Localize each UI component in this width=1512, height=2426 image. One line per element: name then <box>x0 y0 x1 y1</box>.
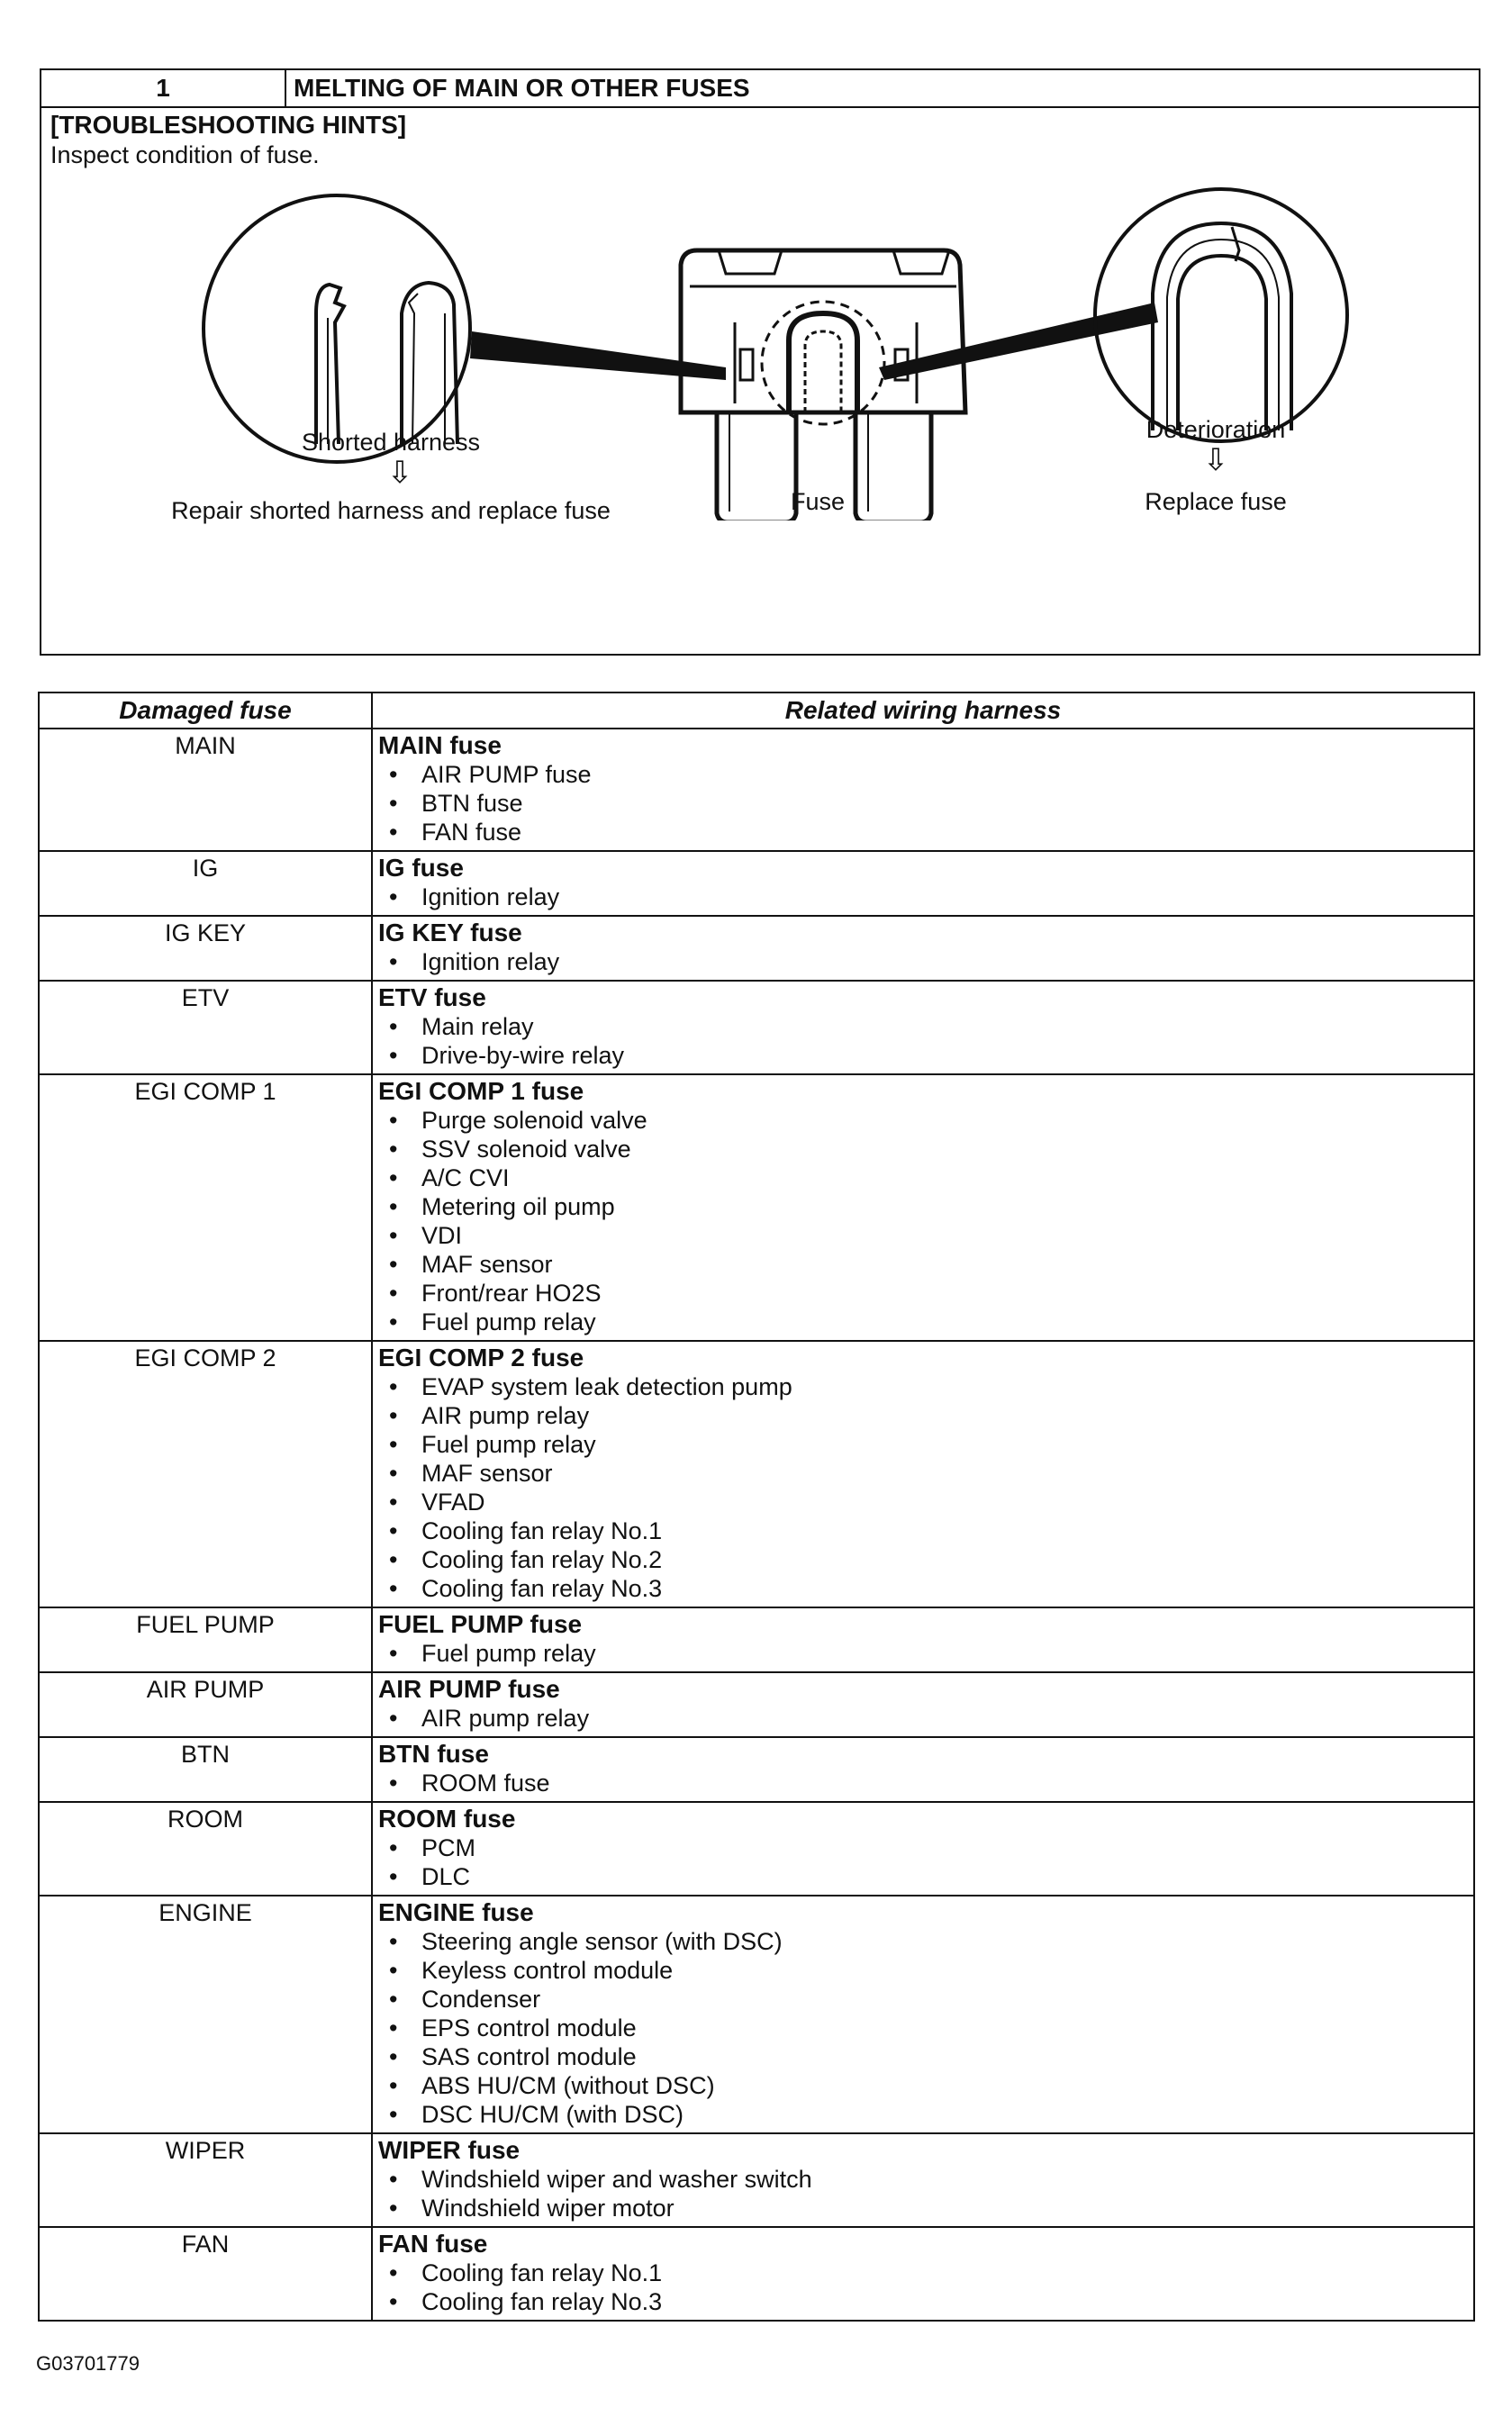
harness-fuse-title: ROOM fuse <box>378 1805 516 1833</box>
damaged-fuse-name: FUEL PUMP <box>39 1607 372 1672</box>
damaged-fuse-name: AIR PUMP <box>39 1672 372 1737</box>
table-row <box>39 729 1474 851</box>
harness-list <box>378 1927 1468 2129</box>
list-item: • EPS control module <box>421 2014 1468 2042</box>
list-item: • Drive-by-wire relay <box>421 1041 1468 1070</box>
list-item: • Cooling fan relay No.3 <box>421 1574 1468 1603</box>
related-harness-cell <box>372 2133 1474 2227</box>
fuse-diagram <box>41 187 1479 524</box>
list-item: • VDI <box>421 1221 1468 1250</box>
column-header-damaged-fuse: Damaged fuse <box>39 692 372 729</box>
harness-list <box>378 1704 1468 1733</box>
harness-fuse-title: ENGINE fuse <box>378 1898 534 1926</box>
fuse-illustration <box>41 187 1479 521</box>
harness-fuse-title: AIR PUMP fuse <box>378 1675 560 1703</box>
related-harness-cell <box>372 916 1474 981</box>
list-item: • MAF sensor <box>421 1250 1468 1279</box>
column-header-related-harness: Related wiring harness <box>372 692 1474 729</box>
hints-text: Inspect condition of fuse. <box>50 141 320 168</box>
shorted-harness-action: Repair shorted harness and replace fuse <box>171 497 611 524</box>
list-item: • AIR pump relay <box>421 1704 1468 1733</box>
left-pointer <box>470 331 726 380</box>
table-row <box>39 1074 1474 1341</box>
right-pointer <box>879 303 1158 380</box>
harness-list <box>378 2259 1468 2316</box>
related-harness-cell <box>372 1341 1474 1607</box>
harness-list <box>378 1012 1468 1070</box>
related-harness-cell <box>372 2227 1474 2321</box>
harness-fuse-title: EGI COMP 2 fuse <box>378 1344 584 1371</box>
list-item: • Cooling fan relay No.3 <box>421 2287 1468 2316</box>
hints-block <box>41 108 1479 171</box>
table-row <box>39 2133 1474 2227</box>
list-item: • Cooling fan relay No.1 <box>421 1516 1468 1545</box>
list-item: • ABS HU/CM (without DSC) <box>421 2071 1468 2100</box>
list-item: • Windshield wiper motor <box>421 2194 1468 2222</box>
harness-list <box>378 1833 1468 1891</box>
table-row <box>39 916 1474 981</box>
table-row <box>39 851 1474 916</box>
harness-fuse-title: BTN fuse <box>378 1740 489 1768</box>
list-item: • Condenser <box>421 1985 1468 2014</box>
list-item: • DSC HU/CM (with DSC) <box>421 2100 1468 2129</box>
list-item: • Windshield wiper and washer switch <box>421 2165 1468 2194</box>
list-item: • Cooling fan relay No.2 <box>421 1545 1468 1574</box>
harness-list <box>378 1106 1468 1336</box>
damaged-fuse-name: ENGINE <box>39 1896 372 2133</box>
shorted-harness-label: Shorted harness <box>301 429 481 456</box>
harness-list <box>378 1769 1468 1797</box>
table-body <box>39 729 1474 2321</box>
related-harness-cell <box>372 1672 1474 1737</box>
harness-list <box>378 2165 1468 2222</box>
related-harness-cell <box>372 981 1474 1074</box>
list-item: • BTN fuse <box>421 789 1468 818</box>
table-header-row <box>39 692 1474 729</box>
list-item: • Purge solenoid valve <box>421 1106 1468 1135</box>
list-item: • SAS control module <box>421 2042 1468 2071</box>
damaged-fuse-name: ETV <box>39 981 372 1074</box>
list-item: • A/C CVI <box>421 1163 1468 1192</box>
list-item: • Fuel pump relay <box>421 1308 1468 1336</box>
shorted-harness-magnifier <box>204 195 470 462</box>
damaged-fuse-name: EGI COMP 1 <box>39 1074 372 1341</box>
harness-list <box>378 947 1468 976</box>
table-row <box>39 2227 1474 2321</box>
deterioration-label: Deterioration <box>1145 416 1286 443</box>
harness-list <box>378 883 1468 911</box>
related-harness-cell <box>372 1896 1474 2133</box>
harness-fuse-title: FAN fuse <box>378 2230 488 2258</box>
harness-list <box>378 1639 1468 1668</box>
harness-fuse-title: MAIN fuse <box>378 731 502 759</box>
troubleshooting-box <box>40 68 1480 656</box>
section-number: 1 <box>41 70 286 106</box>
list-item: • Metering oil pump <box>421 1192 1468 1221</box>
section-title: MELTING OF MAIN OR OTHER FUSES <box>294 74 750 102</box>
harness-fuse-title: IG KEY fuse <box>378 919 522 946</box>
harness-list <box>378 1372 1468 1603</box>
list-item: • Cooling fan relay No.1 <box>421 2259 1468 2287</box>
harness-list <box>378 760 1468 846</box>
harness-fuse-title: WIPER fuse <box>378 2136 521 2164</box>
list-item: • Main relay <box>421 1012 1468 1041</box>
list-item: • Fuel pump relay <box>421 1639 1468 1668</box>
list-item: • Ignition relay <box>421 947 1468 976</box>
fuse-label: Fuse <box>790 488 846 515</box>
fuse-icon <box>681 250 965 521</box>
related-harness-cell <box>372 1074 1474 1341</box>
down-arrow-icon: ⇩ <box>386 456 413 490</box>
table-row <box>39 1802 1474 1896</box>
table-row <box>39 981 1474 1074</box>
list-item: • AIR pump relay <box>421 1401 1468 1430</box>
list-item: • FAN fuse <box>421 818 1468 846</box>
related-harness-cell <box>372 1607 1474 1672</box>
down-arrow-icon: ⇩ <box>1202 443 1229 477</box>
table-row <box>39 1896 1474 2133</box>
related-harness-cell <box>372 729 1474 851</box>
list-item: • Keyless control module <box>421 1956 1468 1985</box>
harness-fuse-title: FUEL PUMP fuse <box>378 1610 583 1638</box>
list-item: • EVAP system leak detection pump <box>421 1372 1468 1401</box>
list-item: • PCM <box>421 1833 1468 1862</box>
list-item: • AIR PUMP fuse <box>421 760 1468 789</box>
damaged-fuse-name: IG <box>39 851 372 916</box>
hints-heading: [TROUBLESHOOTING HINTS] <box>50 111 407 139</box>
figure-code: G03701779 <box>36 2352 140 2375</box>
table-row <box>39 1607 1474 1672</box>
list-item: • Fuel pump relay <box>421 1430 1468 1459</box>
harness-fuse-title: ETV fuse <box>378 983 486 1011</box>
damaged-fuse-name: EGI COMP 2 <box>39 1341 372 1607</box>
harness-fuse-title: IG fuse <box>378 854 464 882</box>
related-harness-cell <box>372 851 1474 916</box>
table-row <box>39 1672 1474 1737</box>
list-item: • SSV solenoid valve <box>421 1135 1468 1163</box>
damaged-fuse-name: MAIN <box>39 729 372 851</box>
damaged-fuse-name: ROOM <box>39 1802 372 1896</box>
list-item: • VFAD <box>421 1488 1468 1516</box>
deterioration-action: Replace fuse <box>1145 488 1287 515</box>
list-item: • DLC <box>421 1862 1468 1891</box>
damaged-fuse-name: IG KEY <box>39 916 372 981</box>
damaged-fuse-name: WIPER <box>39 2133 372 2227</box>
list-item: • Steering angle sensor (with DSC) <box>421 1927 1468 1956</box>
related-harness-cell <box>372 1737 1474 1802</box>
table-row <box>39 1341 1474 1607</box>
damaged-fuse-name: BTN <box>39 1737 372 1802</box>
harness-fuse-title: EGI COMP 1 fuse <box>378 1077 584 1105</box>
list-item: • MAF sensor <box>421 1459 1468 1488</box>
damaged-fuse-name: FAN <box>39 2227 372 2321</box>
list-item: • Front/rear HO2S <box>421 1279 1468 1308</box>
related-harness-cell <box>372 1802 1474 1896</box>
title-row <box>41 70 1479 108</box>
list-item: • Ignition relay <box>421 883 1468 911</box>
table-row <box>39 1737 1474 1802</box>
list-item: • ROOM fuse <box>421 1769 1468 1797</box>
damaged-fuse-table <box>38 692 1475 2322</box>
